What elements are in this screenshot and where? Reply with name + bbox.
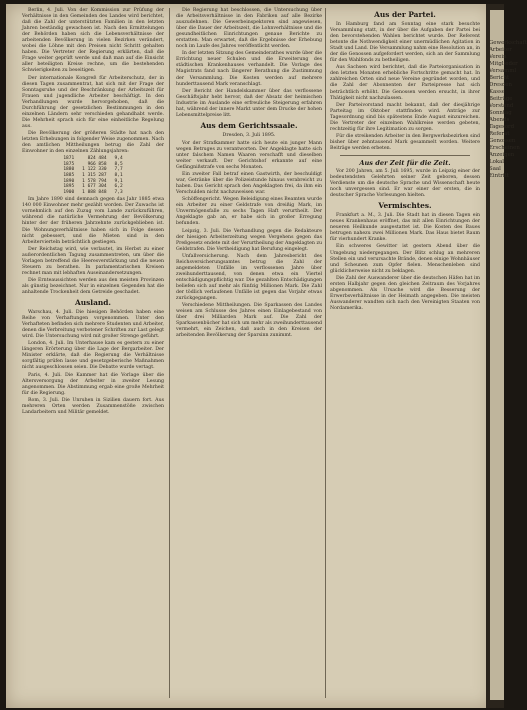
article-paragraph: Unfallversicherung. Nach dem Jahresbericht des Reichsversicherungsamtes betrug die Zahl der angemeldeten Unfälle im verflossenen Jahre über zweihunderttausend, von denen etwa ein Viertel entschädigungspflichtig war. Die gezahlten Entschädigungen beliefen sich auf mehr als fünfzig Millionen Mark. Die Zahl der tödlich verlaufenen Unfälle ist gegen das Vorjahr etwas zurückgegangen. — [176, 253, 322, 302]
article-paragraph: Ein zweiter Fall betraf einen Gastwirth, der beschuldigt war, Getränke über die Polizeistunde hinaus verabreicht zu haben. Das Gericht sprach den Angeklagten frei, da ihm ein Verschulden nicht nachzuweisen war. — [176, 172, 322, 196]
population-table — [59, 156, 126, 195]
article-paragraph: Für die streikenden Arbeiter in den Bergwerksbezirken sind bisher über zehntausend Mark gesammelt worden. Weitere Beiträge werden erbeten. — [330, 133, 480, 151]
table-cell: 1875 — [63, 161, 75, 167]
article-paragraph: Leipzig, 3. Juli. Die Verhandlung gegen die Redakteure der hiesigen Arbeiterzeitung wegen Vergehens gegen das Preßgesetz endete mit der Verurtheilung der Angeklagten zu Geldstrafen. Die Vertheidigung hat Berufung eingelegt. — [176, 228, 322, 252]
article-paragraph: In der letzten Sitzung des Gemeinderathes wurde über die Errichtung neuer Schulen und die Erweiterung des städtischen Krankenhauses verhandelt. Die Vorlage des Magistrats fand nach längerer Berathung die Zustimmung der Versammlung. Die Kosten werden auf mehrere hunderttausend Mark veranschlagt. — [176, 51, 322, 87]
adjacent-page-text: Gewerkschaft Arbeiter Verein Mitglieder Versamml Bericht Dresden Kasse Beiträge Vorstand Sonntag Abends Tagesord Referat Genossen Erscheinen Anzeigen Lokal Saal Eintritt — [489, 40, 527, 179]
article-paragraph: Vor der Strafkammer hatte sich heute ein junger Mann wegen Betruges zu verantworten. Der Angeklagte hatte sich unter falschem Namen Waaren verschafft und dieselben weiter verkauft. Der Gerichtshof erkannte auf eine Gefängnißstrafe von sechs Monaten. — [176, 140, 322, 171]
table-cell: 1 122 330 — [82, 167, 107, 173]
article-paragraph: Die Bevölkerung der größeren Städte hat nach den letzten Erhebungen in folgender Weise zugenommen. Nach den amtlichen Mittheilungen betrug die Zahl der Einwohner in den einzelnen Zählungsjahren: — [22, 130, 164, 155]
table-row — [59, 156, 126, 162]
article-paragraph: Aus Sachsen wird berichtet, daß die Parteiorganisation in den letzten Monaten erhebliche Fortschritte gemacht hat. In zahlreichen Orten sind neue Vereine gegründet worden, und die Zahl der Abonnenten der Parteipresse hat sich beträchtlich erhöht. Die Genossen werden ersucht, in ihrer Thätigkeit nicht nachzulassen. — [330, 65, 480, 101]
section-heading-ausland: Ausland. — [75, 298, 111, 308]
article-paragraph: In Hamburg fand am Sonntag eine stark besuchte Versammlung statt, in der über die Aufgaben der Partei bei den bevorstehenden Wahlen berichtet wurde. Der Referent betonte die Nothwendigkeit einer unermüdlichen Agitation in Stadt und Land. Die Versammlung nahm eine Resolution an, in der die Genossen aufgefordert werden, sich an der Sammlung für den Wahlfonds zu betheiligen. — [330, 22, 480, 64]
table-row — [59, 173, 126, 179]
table-cell: 966 858 — [87, 161, 107, 167]
table-cell: 1895 — [63, 184, 75, 190]
article-paragraph: Paris, 4. Juli. Die Kammer hat die Vorlage über die Altersversorgung der Arbeiter in zweiter Lesung angenommen. Die Abstimmung ergab eine große Mehrheit für die Regierung. — [22, 372, 164, 396]
table-cell: 1 578 794 — [82, 178, 107, 184]
table-cell: 8,5 — [114, 161, 123, 167]
article-paragraph: Verschiedene Mittheilungen. Die Sparkassen des Landes weisen am Schlusse des Jahres einen Einlagebestand von über drei Milliarden Mark auf. Die Zahl der Sparkassenbücher hat sich um mehr als zweihunderttausend vermehrt, ein Zeichen, daß auch in den Kreisen der arbeitenden Bevölkerung der Sparsinn zunimmt. — [176, 303, 322, 339]
section-heading-gericht: Aus dem Gerichtssaale. — [200, 120, 298, 130]
article-paragraph: Der Reichstag wird, wie verlautet, im Herbst zu einer außerordentlichen Tagung zusammentreten, um über die Vorlagen betreffend die Heeresverstärkung und die neuen Steuern zu berathen. In parlamentarischen Kreisen rechnet man mit lebhaften Auseinandersetzungen. — [22, 246, 164, 276]
table-cell: 7,3 — [114, 189, 123, 195]
table-cell: 1880 — [63, 167, 75, 173]
column-2 — [176, 8, 322, 698]
article-paragraph: Die Ernteaussichten werden aus den meisten Provinzen als günstig bezeichnet. Nur in einzelnen Gegenden hat die anhaltende Trockenheit dem Getreide geschadet. — [22, 277, 164, 295]
article-paragraph: Vor 200 Jahren, am 5. Juli 1695, wurde in Leipzig einer der bedeutendsten Gelehrten seiner Zeit geboren, dessen Verdienste um die deutsche Sprache und Wissenschaft heute noch unvergessen sind. Er war einer der ersten, die in deutscher Sprache Vorlesungen hielten. — [330, 168, 480, 199]
article-paragraph: Der Parteivorstand macht bekannt, daß der diesjährige Parteitag im Oktober stattfinden wird. Anträge zur Tagesordnung sind bis spätestens Ende August einzureichen. Die Vertreter der einzelnen Wahlkreise werden gebeten, rechtzeitig für ihre Legitimation zu sorgen. — [330, 102, 480, 132]
article-paragraph: Die Zahl der Auswanderer über die deutschen Häfen hat im ersten Halbjahr gegen den gleichen Zeitraum des Vorjahres abgenommen. Als Ursache wird die Besserung der Erwerbsverhältnisse in der Heimath angegeben. Die meisten Auswanderer wandten sich nach den Vereinigten Staaten von Nordamerika. — [330, 275, 480, 311]
table-cell: 824 484 — [87, 156, 107, 162]
table-row — [59, 184, 126, 190]
column-rule — [325, 8, 326, 698]
article-paragraph: Schöffengericht. Wegen Beleidigung eines Beamten wurde ein Arbeiter zu einer Geldstrafe von dreißig Mark, im Unvermögensfalle zu sechs Tagen Haft verurtheilt. Der Angeklagte gab an, er habe sich in großer Erregung befunden. — [176, 197, 322, 227]
article-paragraph: Die Regierung hat beschlossen, die Untersuchung über die Arbeitsverhältnisse in den Fabriken auf alle Bezirke auszudehnen. Die Gewerbeinspektoren sind angewiesen, über die Dauer der Arbeitszeit, die Lohnverhältnisse und die gesundheitlichen Einrichtungen genaue Berichte zu erstatten. Man erwartet, daß die Ergebnisse der Erhebung noch im Laufe des Jahres veröffentlicht werden. — [176, 8, 322, 50]
table-cell: 1 888 848 — [82, 189, 107, 195]
column-3 — [330, 8, 480, 698]
table-cell: 7,7 — [114, 167, 123, 173]
table-cell: 1890 — [63, 178, 75, 184]
section-heading-vermischtes: Vermischtes. — [378, 201, 432, 211]
article-paragraph: Ein schweres Gewitter ist gestern Abend über die Umgebung niedergegangen. Der Blitz schlug an mehreren Stellen ein und verursachte Brände, denen einige Wohnhäuser und Scheunen zum Opfer fielen. Menschenleben sind glücklicherweise nicht zu beklagen. — [330, 244, 480, 274]
table-cell: 1871 — [63, 156, 75, 162]
article-paragraph: Frankfurt a. M., 3. Juli. Die Stadt hat in diesen Tagen ein neues Krankenhaus eröffnet, das mit allen Einrichtungen der neueren Heilkunde ausgestattet ist. Die Kosten des Baues betrugen nahezu zwei Millionen Mark. Das Haus bietet Raum für vierhundert Kranke. — [330, 213, 480, 243]
table-cell: 8,1 — [114, 172, 123, 178]
table-cell: 9,1 — [114, 178, 123, 184]
table-cell: 1900 — [63, 189, 75, 195]
table-row — [59, 190, 126, 196]
dateline: Dresden, 3. Juli 1895. — [222, 132, 276, 138]
article-paragraph: Der Bericht der Handelskammer über das verflossene Geschäftsjahr hebt hervor, daß der Absatz der heimischen Industrie im Auslande eine erfreuliche Steigerung erfahren hat, während der innere Markt unter dem Drucke der hohen Lebensmittelpreise litt. — [176, 88, 322, 118]
section-heading-zeit: Aus der Zeit für die Zeit. — [359, 158, 451, 167]
table-cell: 6,2 — [114, 184, 123, 190]
article-paragraph: Im Jahre 1890 sind demnach gegen das Jahr 1885 etwa 140 000 Einwohner mehr gezählt worden. Der Zuwachs ist vornehmlich auf den Zuzug vom Lande zurückzuführen, während die natürliche Vermehrung der Bevölkerung hinter der der früheren Jahrzehnte zurückgeblieben ist. Die Wohnungsverhältnisse haben sich in Folge dessen nicht gebessert, und die Mieten sind in den Arbeitervierteln beträchtlich gestiegen. — [22, 197, 164, 245]
table-cell: 1 315 287 — [82, 172, 107, 178]
article-paragraph: Der internationale Kongreß für Arbeiterschutz, der in diesen Tagen zusammentrat, hat sich mit der Frage der Sonntagsruhe und der Beschränkung der Arbeitszeit für Frauen und jugendliche Arbeiter beschäftigt. In den Verhandlungen wurde hervorgehoben, daß die Durchführung der gesetzlichen Bestimmungen in den einzelnen Ländern sehr verschieden gehandhabt werde. Die Mehrheit sprach sich für eine einheitliche Regelung aus. — [22, 75, 164, 129]
table-cell: 1 677 304 — [82, 184, 107, 190]
column-1 — [22, 8, 164, 698]
table-cell: 9,4 — [114, 156, 123, 162]
column-rule — [169, 8, 170, 698]
table-cell: 1885 — [63, 172, 75, 178]
section-heading-partei: Aus der Partei. — [374, 10, 436, 19]
section-divider — [340, 155, 470, 156]
article-paragraph: London, 4. Juli. Im Unterhause kam es gestern zu einer längeren Erörterung über die Lage der Bergarbeiter. Der Minister erklärte, daß die Regierung die Verhältnisse sorgfältig prüfen lasse und gesetzgeberische Maßnahmen nicht ausgeschlossen seien. Die Debatte wurde vertagt. — [22, 341, 164, 371]
article-paragraph: Berlin, 4. Juli. Von der Kommission zur Prüfung der Verhältnisse in den Gemeinden des Landes wird berichtet, daß die Zahl der unterstützten Familien in den letzten Jahren beständig gewachsen ist. Nach den Ermittelungen der Behörden haben sich die Lebensverhältnisse der arbeitenden Bevölkerung in vielen Bezirken verändert, wobei die Löhne mit den Preisen nicht Schritt gehalten haben. Die Vertreter der Regierung erklärten, daß die Frage weiter geprüft werde und daß man auf die Einsicht aller beteiligten Kreise rechne, um die bestehenden Schwierigkeiten zu beseitigen. — [22, 8, 164, 74]
article-paragraph: Warschau, 4. Juli. Die hiesigen Behörden haben eine Reihe von Verhaftungen vorgenommen. Unter den Verhafteten befinden sich mehrere Studenten und Arbeiter, denen die Verbreitung verbotener Schriften zur Last gelegt wird. Die Untersuchung wird mit großer Strenge geführt. — [22, 310, 164, 340]
article-paragraph: Rom, 3. Juli. Die Unruhen in Sizilien dauern fort. Aus mehreren Orten werden Zusammenstöße zwischen Landarbeitern und Militär gemeldet. — [22, 397, 164, 415]
